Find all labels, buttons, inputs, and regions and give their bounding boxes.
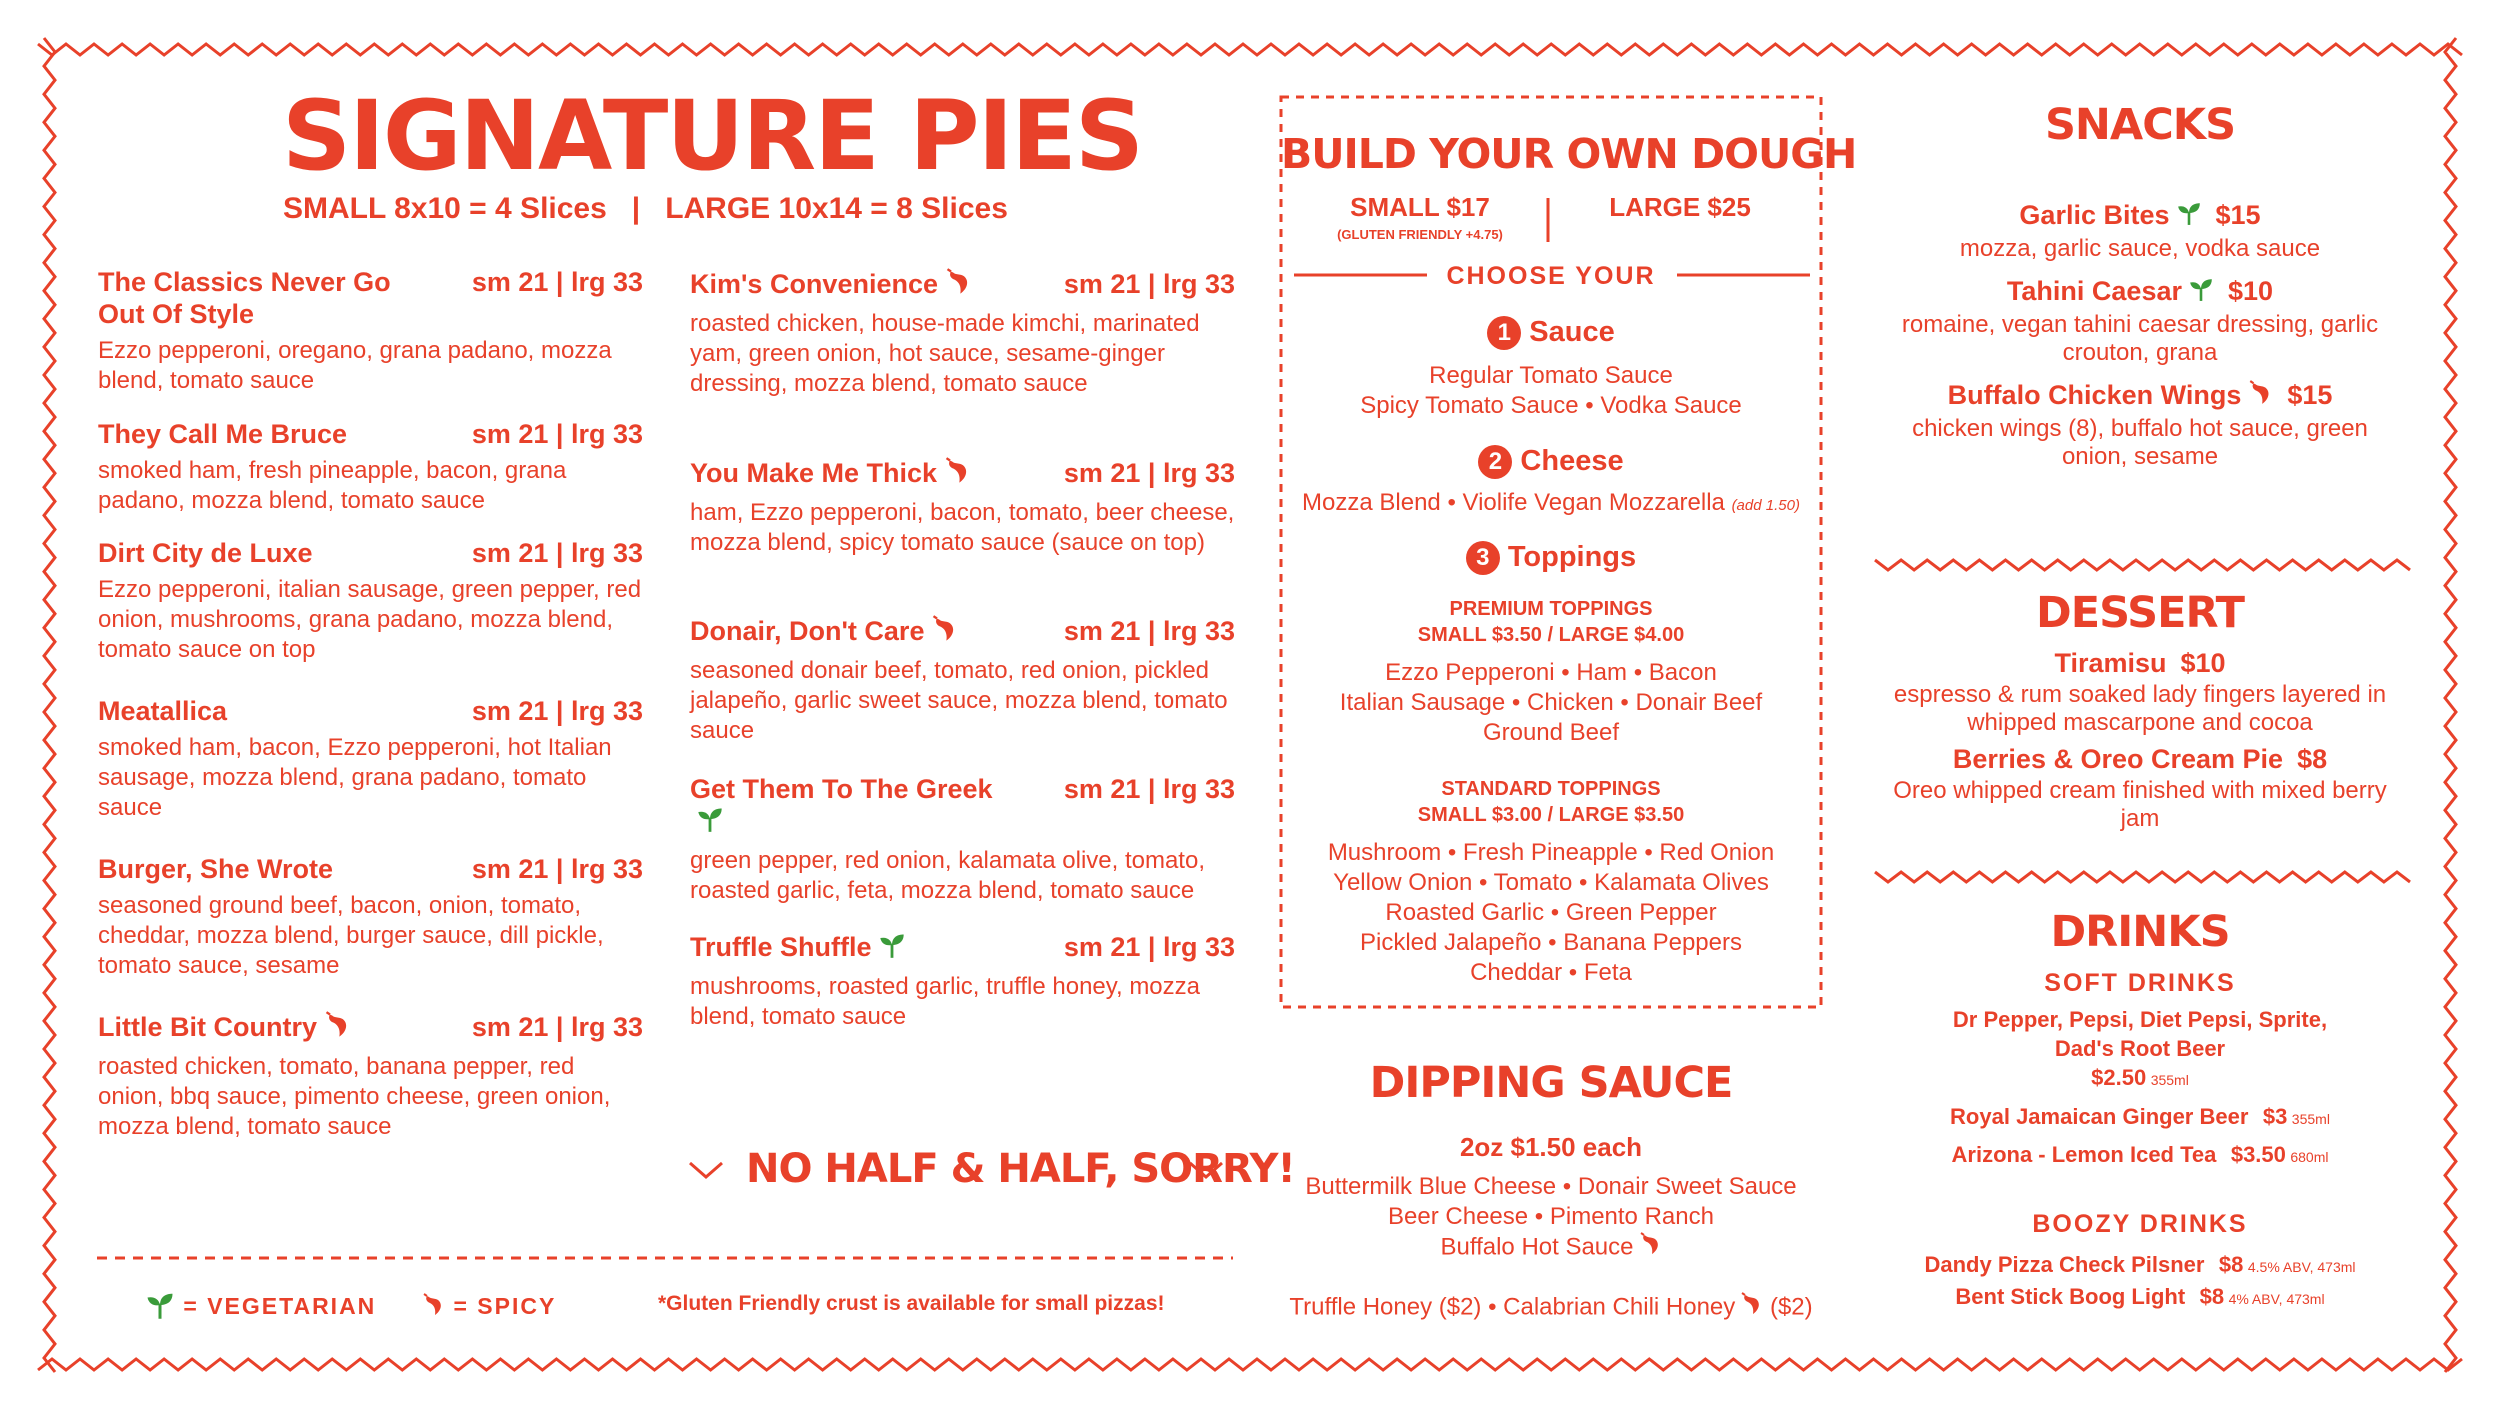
sauce-heading [1281, 316, 1821, 350]
pie-price: sm 21 | lrg 33 [1063, 458, 1235, 488]
sauce-line-2: Spicy Tomato Sauce • Vodka Sauce [1360, 392, 1742, 419]
pie-name: Get Them To The Greek [690, 774, 993, 804]
pie-item [98, 418, 643, 516]
soft-drinks-title: SOFT DRINKS [2044, 969, 2236, 997]
snack-item [1890, 380, 2390, 471]
legend-spicy-label: = SPICY [453, 1293, 557, 1320]
premium-toppings-title: PREMIUM TOPPINGS [1449, 598, 1653, 620]
pie-sizes: SMALL 8x10 = 4 Slices | LARGE 10x14 = 8 Slices [283, 192, 1008, 225]
dessert-description: Oreo whipped cream finished with mixed berry jam [1893, 777, 2387, 832]
premium-line-1: Ezzo Pepperoni • Ham • Bacon [1385, 659, 1717, 686]
choose-your-heading: CHOOSE YOUR [1446, 262, 1656, 290]
dessert-item [1870, 744, 2410, 833]
standard-line-2: Yellow Onion • Tomato • Kalamata Olives [1333, 869, 1769, 896]
pie-price: sm 21 | lrg 33 [1063, 269, 1235, 299]
ginger-beer-size: 355ml [2291, 1111, 2330, 1127]
snack-description: mozza, garlic sauce, vodka sauce [1959, 235, 2321, 263]
pie-description: seasoned ground beef, bacon, onion, tomato, cheddar, mozza blend, burger sauce, dill pickle, tomato sauce, sesame [98, 892, 604, 979]
snack-description: chicken wings (8), buffalo hot sauce, green onion, sesame [1912, 415, 2368, 471]
beer-1-size: 4.5% ABV, 473ml [2247, 1259, 2356, 1275]
pie-name: Burger, She Wrote [98, 854, 334, 884]
toppings-heading [1281, 541, 1821, 575]
premium-line-2: Italian Sausage • Chicken • Donair Beef [1339, 689, 1763, 716]
vegetarian-icon [878, 931, 906, 966]
ginger-beer-name: Royal Jamaican Ginger Beer [1950, 1104, 2249, 1129]
pie-description: mushrooms, roasted garlic, truffle honey, mozza blend, tomato sauce [690, 973, 1200, 1031]
dessert-price: $8 [2297, 744, 2328, 774]
pie-item [98, 266, 643, 396]
standard-toppings-title: STANDARD TOPPINGS [1441, 778, 1661, 800]
snack-name: Tahini Caesar [2006, 276, 2182, 306]
byo-large-price: LARGE $25 [1609, 192, 1751, 222]
dessert-item [1870, 648, 2410, 737]
premium-line-3: Ground Beef [1482, 719, 1620, 746]
dessert-name: Tiramisu [2054, 648, 2167, 678]
cheese-options: Mozza Blend • Violife Vegan Mozzarella [1302, 489, 1725, 516]
pie-description: Ezzo pepperoni, oregano, grana padano, mozza blend, tomato sauce [98, 337, 612, 394]
beer-1-price: $8 [2218, 1252, 2244, 1277]
pie-price: sm 21 | lrg 33 [471, 696, 643, 726]
spicy-icon [1739, 1292, 1763, 1324]
soft-drinks-line-1: Dr Pepper, Pepsi, Diet Pepsi, Sprite, [1952, 1007, 2328, 1032]
pie-name: The Classics Never Go Out Of Style [98, 267, 391, 329]
pie-item [98, 853, 643, 981]
standard-toppings-price: SMALL $3.00 / LARGE $3.50 [1417, 804, 1685, 826]
ginger-beer-row [1870, 1104, 2410, 1130]
dessert-title: DESSERT [2036, 588, 2244, 638]
spicy-icon [421, 1293, 445, 1323]
pie-price: sm 21 | lrg 33 [471, 1012, 643, 1042]
cheese-heading [1281, 445, 1821, 479]
dipping-honeys: Truffle Honey ($2) • Calabrian Chili Honey [1289, 1293, 1736, 1321]
pie-description: roasted chicken, tomato, banana pepper, red onion, bbq sauce, pimento cheese, green onion, mozza blend, tomato sauce [98, 1053, 611, 1141]
dipping-buffalo: Buffalo Hot Sauce [1440, 1233, 1634, 1261]
cheese-line [1281, 488, 1821, 521]
standard-line-5: Cheddar • Feta [1470, 959, 1632, 986]
cheese-addon-note: (add 1.50) [1731, 497, 1800, 514]
pie-name: You Make Me Thick [690, 458, 938, 488]
pie-price: sm 21 | lrg 33 [471, 538, 643, 568]
dipping-line-4 [1266, 1292, 1836, 1324]
spicy-icon [943, 457, 971, 492]
dipping-line-2: Beer Cheese • Pimento Ranch [1388, 1203, 1714, 1230]
pie-description: smoked ham, bacon, Ezzo pepperoni, hot Italian sausage, mozza blend, grana padano, tomato sauce [98, 734, 612, 821]
dipping-honey-price: ($2) [1769, 1293, 1813, 1321]
pie-item [98, 537, 643, 665]
pie-item [690, 268, 1235, 399]
snack-name: Garlic Bites [2019, 200, 2170, 230]
toppings-title: Toppings [1507, 541, 1637, 573]
pie-description: ham, Ezzo pepperoni, bacon, tomato, beer cheese, mozza blend, spicy tomato sauce (sauce on top) [690, 499, 1235, 557]
pie-item [690, 457, 1235, 558]
soft-drinks-price-row [1870, 1065, 2410, 1091]
pie-name: Donair, Don't Care [690, 616, 925, 646]
vegetarian-icon [2176, 200, 2202, 233]
dipping-line-3 [1281, 1232, 1821, 1264]
legend [145, 1290, 556, 1326]
snacks-title: SNACKS [2044, 100, 2236, 150]
byo-title: BUILD YOUR OWN DOUGH [1281, 130, 1857, 178]
pie-description: green pepper, red onion, kalamata olive, tomato, roasted garlic, feta, mozza blend, tomato sauce [690, 847, 1205, 905]
premium-toppings-price: SMALL $3.50 / LARGE $4.00 [1417, 624, 1685, 646]
sauce-line-1: Regular Tomato Sauce [1429, 362, 1673, 389]
vegetarian-icon [696, 805, 724, 840]
pie-description: Ezzo pepperoni, italian sausage, green pepper, red onion, mushrooms, grana padano, mozza blend, tomato sauce on top [98, 576, 642, 663]
vegetarian-icon [145, 1290, 175, 1326]
legend-vegetarian-label: = VEGETARIAN [183, 1293, 377, 1320]
beer-1-row [1850, 1252, 2430, 1278]
pie-name: Meatallica [98, 696, 228, 726]
soft-drinks-line-2: Dad's Root Beer [2054, 1036, 2226, 1061]
dipping-line-1: Buttermilk Blue Cheese • Donair Sweet Sauce [1305, 1173, 1797, 1200]
pie-item [690, 615, 1235, 746]
byo-small [1300, 192, 1540, 242]
pie-name: Little Bit Country [98, 1012, 317, 1042]
spicy-icon [323, 1011, 351, 1046]
snack-name: Buffalo Chicken Wings [1947, 380, 2242, 410]
step-2-badge: 2 [1478, 445, 1512, 479]
beer-2-price: $8 [2199, 1284, 2225, 1309]
beer-1-name: Dandy Pizza Check Pilsner [1924, 1252, 2205, 1277]
beer-2-size: 4% ABV, 473ml [2228, 1291, 2325, 1307]
arizona-size: 680ml [2290, 1149, 2329, 1165]
pie-description: seasoned donair beef, tomato, red onion, pickled jalapeño, garlic sweet sauce, mozza blend, tomato sauce [690, 657, 1228, 745]
snack-price: $10 [2228, 276, 2274, 306]
snack-item [1890, 276, 2390, 367]
spicy-icon [930, 615, 958, 650]
signature-pies-title: SIGNATURE PIES [282, 80, 1142, 192]
arizona-name: Arizona - Lemon Iced Tea [1951, 1142, 2217, 1167]
drinks-title: DRINKS [2050, 907, 2230, 957]
step-3-badge: 3 [1466, 541, 1500, 575]
dipping-sauce-title: DIPPING SAUCE [1369, 1058, 1733, 1108]
pie-name: Truffle Shuffle [690, 932, 872, 962]
dessert-price: $10 [2180, 648, 2226, 678]
spicy-icon [944, 268, 972, 303]
standard-line-4: Pickled Jalapeño • Banana Peppers [1360, 929, 1742, 956]
standard-line-1: Mushroom • Fresh Pineapple • Red Onion [1327, 839, 1775, 866]
pie-price: sm 21 | lrg 33 [471, 419, 643, 449]
standard-line-3: Roasted Garlic • Green Pepper [1385, 899, 1717, 926]
pie-price: sm 21 | lrg 33 [471, 854, 643, 884]
sauce-title: Sauce [1529, 316, 1615, 348]
pie-price: sm 21 | lrg 33 [1063, 932, 1235, 962]
beer-2-name: Bent Stick Boog Light [1955, 1284, 2186, 1309]
byo-gluten-note: (GLUTEN FRIENDLY +4.75) [1337, 227, 1503, 242]
spicy-icon [2247, 380, 2273, 413]
ginger-beer-price: $3 [2262, 1104, 2288, 1129]
pie-name: They Call Me Bruce [98, 419, 348, 449]
dessert-name: Berries & Oreo Cream Pie [1952, 744, 2284, 774]
pie-description: smoked ham, fresh pineapple, bacon, grana padano, mozza blend, tomato sauce [98, 457, 567, 514]
dessert-description: espresso & rum soaked lady fingers layered in whipped mascarpone and cocoa [1893, 681, 2387, 736]
snack-price: $15 [2215, 200, 2261, 230]
snack-description: romaine, vegan tahini caesar dressing, garlic crouton, grana [1901, 311, 2379, 367]
pie-price: sm 21 | lrg 33 [1063, 616, 1235, 646]
snack-item [1890, 200, 2390, 263]
beer-2-row [1850, 1284, 2430, 1310]
pie-price: sm 21 | lrg 33 [471, 267, 643, 297]
pie-item [98, 1011, 643, 1142]
pie-price: sm 21 | lrg 33 [1063, 774, 1235, 804]
cheese-title: Cheese [1520, 445, 1624, 477]
soft-drinks-price: $2.50 [2091, 1065, 2147, 1090]
step-1-badge: 1 [1487, 316, 1521, 350]
pie-name: Dirt City de Luxe [98, 538, 313, 568]
dipping-sauce-price: 2oz $1.50 each [1459, 1132, 1643, 1162]
byo-small-price: SMALL $17 [1350, 192, 1490, 222]
gluten-friendly-note: *Gluten Friendly crust is available for small pizzas! [658, 1292, 1165, 1315]
boozy-drinks-title: BOOZY DRINKS [2032, 1210, 2248, 1238]
pie-item [690, 773, 1235, 906]
pie-item [98, 695, 643, 823]
arizona-row [1870, 1142, 2410, 1168]
vegetarian-icon [2188, 276, 2214, 309]
arizona-price: $3.50 [2230, 1142, 2286, 1167]
pie-name: Kim's Convenience [690, 269, 938, 299]
spicy-icon [1638, 1232, 1662, 1264]
soft-drinks-size: 355ml [2150, 1072, 2189, 1088]
no-half-and-half-note: NO HALF & HALF, SORRY! [746, 1146, 1295, 1192]
snack-price: $15 [2287, 380, 2333, 410]
pie-item [690, 931, 1235, 1032]
pie-description: roasted chicken, house-made kimchi, marinated yam, green onion, hot sauce, sesame-ginger dressing, mozza blend, tomato sauce [690, 310, 1200, 398]
